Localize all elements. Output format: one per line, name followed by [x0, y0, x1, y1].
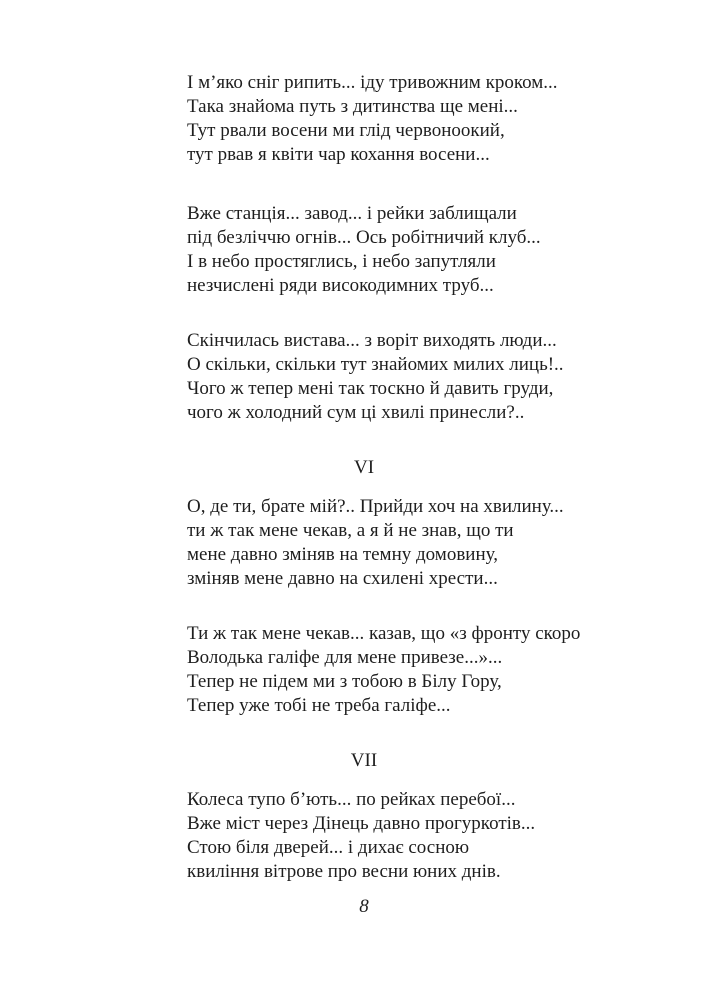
stanza-5 — [187, 622, 627, 718]
poem-line: тут рвав я квіти чар кохання восени... — [187, 144, 490, 165]
poem-line: І в небо простяглись, і небо запутляли — [187, 251, 496, 272]
poem-line: Володька галіфе для мене привезе...»... — [187, 647, 503, 668]
poem-line: І м’яко сніг рипить... іду тривожним кроком... — [187, 72, 558, 93]
poem-line: Така знайома путь з дитинства ще мені... — [187, 96, 518, 117]
poem-line: Скінчилась вистава... з воріт виходять люди... — [187, 330, 557, 351]
poem-line: Стою біля дверей... і дихає сосною — [187, 837, 470, 858]
poem-line: Вже станція... завод... і рейки заблищали — [187, 203, 517, 224]
section-heading-vi: VI — [353, 457, 375, 478]
section-heading-vii: VII — [350, 750, 378, 771]
poem-line: квиління вітрове про весни юних днів. — [187, 861, 501, 882]
poem-line: Ти ж так мене чекав... казав, що «з фронту скоро — [187, 623, 581, 644]
stanza-6 — [187, 788, 627, 884]
stanza-3 — [187, 329, 627, 425]
poem-line: чого ж холодний сум ці хвилі принесли?.. — [187, 402, 525, 423]
poem-line: зміняв мене давно на схилені хрести... — [187, 568, 498, 589]
poem-line: Вже міст через Дінець давно прогуркотів... — [187, 813, 536, 834]
poem-line: мене давно зміняв на темну домовину, — [187, 544, 498, 565]
stanza-1 — [187, 71, 627, 167]
poem-line: незчислені ряди високодимних труб... — [187, 275, 494, 296]
poem-line: під безліччю огнів... Ось робітничий клуб... — [187, 227, 541, 248]
poem-line: Чого ж тепер мені так тоскно й давить груди, — [187, 378, 554, 399]
poem-line: О скільки, скільки тут знайомих милих лиць!.. — [187, 354, 564, 375]
stanza-2 — [187, 202, 627, 298]
poem-line: О, де ти, брате мій?.. Прийди хоч на хвилину... — [187, 496, 564, 517]
poem-line: Тут рвали восени ми глід червоноокий, — [187, 120, 505, 141]
stanza-4 — [187, 495, 627, 591]
page-number: 8 — [359, 896, 369, 917]
poem-line: Тепер уже тобі не треба галіфе... — [187, 695, 451, 716]
poem-line: Колеса тупо б’ють... по рейках перебої... — [187, 789, 516, 810]
poem-line: Тепер не підем ми з тобою в Білу Гору, — [187, 671, 502, 692]
poem-line: ти ж так мене чекав, а я й не знав, що ти — [187, 520, 514, 541]
